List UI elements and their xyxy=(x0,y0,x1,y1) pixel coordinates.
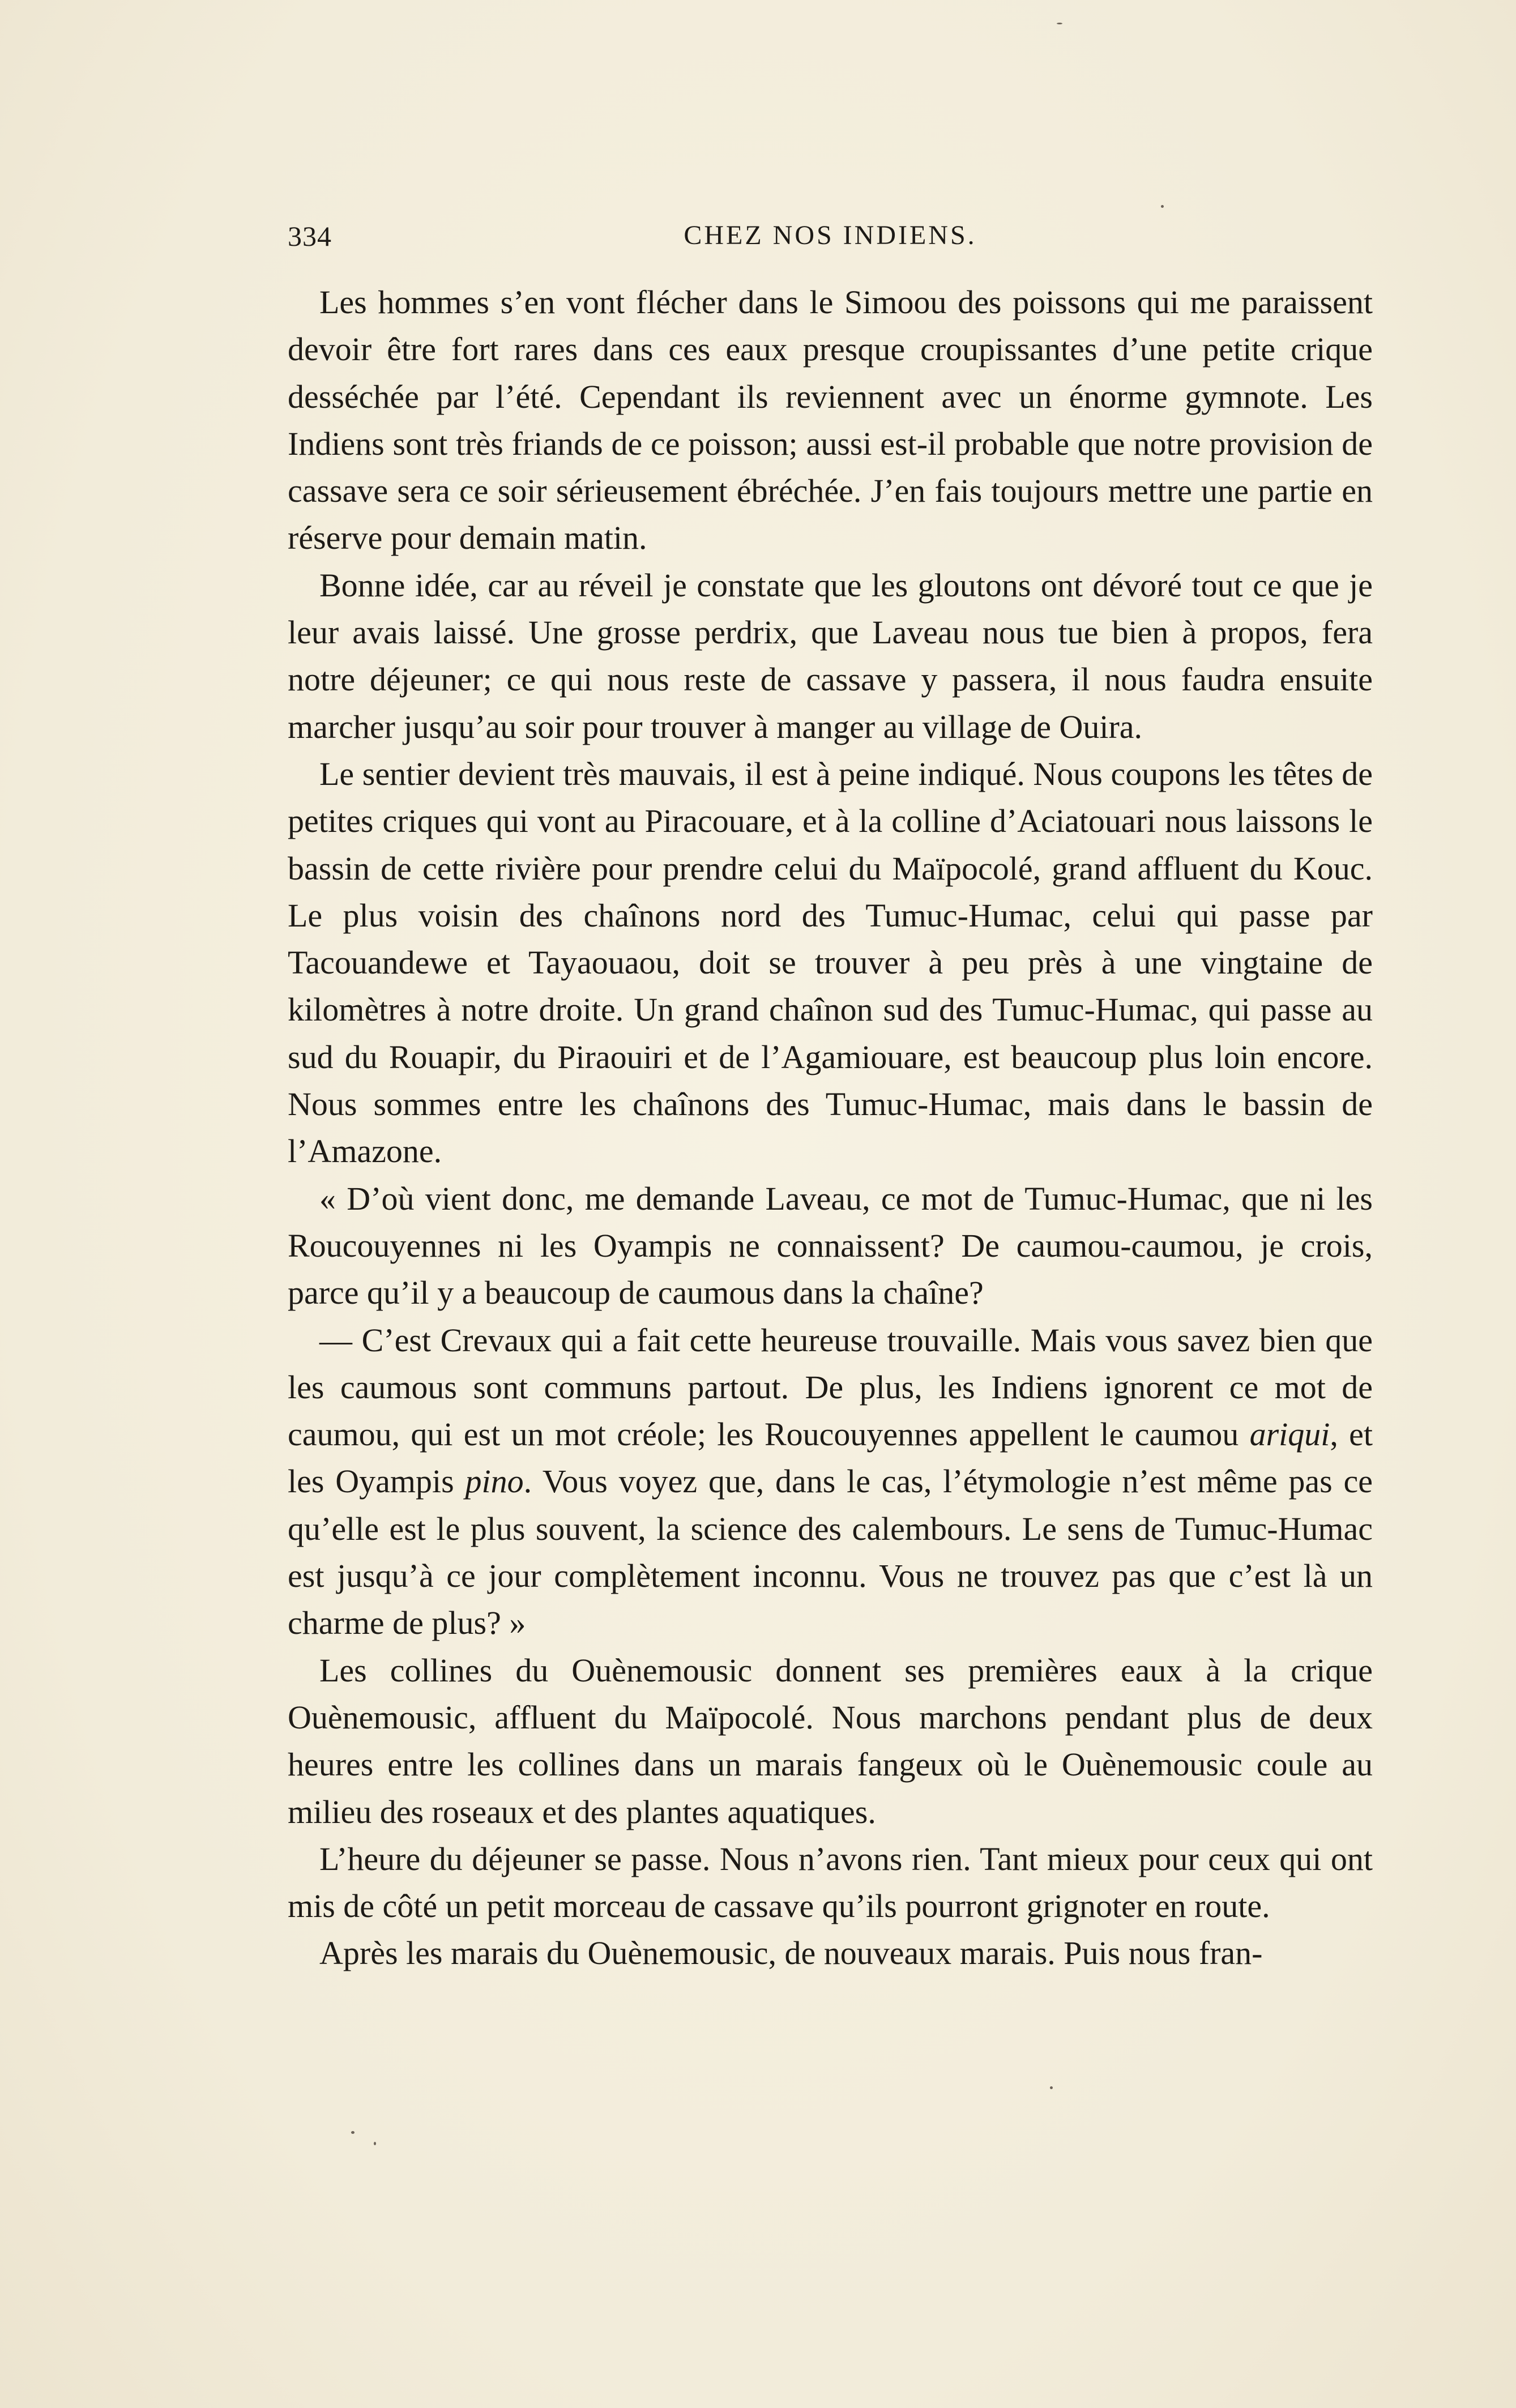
paragraph-4: « D’où vient donc, me demande Laveau, ce mot de Tumuc-Humac, que ni les Roucouyennes ni les Oyampis ne connaissent? De caumou-caumou, je crois, parce qu’il y a beaucoup de caumous dans la chaîne? xyxy=(288,1180,1373,1312)
paragraph-1: Les hommes s’en vont flécher dans le Simoou des poissons qui me paraissent devoir être fort rares dans ces eaux presque croupissantes d’une petite crique desséchée par l’été. Cependant ils reviennent avec un énorme gymnote. Les Indiens sont très friands de ce poisson; aussi est-il probable que notre provision de cassave sera ce soir sérieusement ébréchée. J’en fais toujours mettre une partie en réserve pour demain matin. xyxy=(288,284,1373,557)
italic-word-pino: pino xyxy=(465,1463,524,1500)
running-title: CHEZ NOS INDIENS. xyxy=(684,220,977,250)
paragraph-6: Les collines du Ouènemousic donnent ses premières eaux à la crique Ouènemousic, affluent du Maïpocolé. Nous marchons pendant plus de deux heures entre les collines dans un marais fangeux où le Ouènemousic coule au milieu des roseaux et des plantes aquatiques. xyxy=(288,1651,1373,1830)
italic-word-ariqui: ariqui xyxy=(1249,1416,1330,1453)
paper-speck xyxy=(1057,23,1062,24)
paper-speck xyxy=(1050,2086,1053,2089)
paragraph-8: Après les marais du Ouènemousic, de nouveaux marais. Puis nous fran- xyxy=(319,1935,1263,1972)
paragraph-7: L’heure du déjeuner se passe. Nous n’avons rien. Tant mieux pour ceux qui ont mis de côté un petit morceau de cassave qu’ils pourront grignoter en route. xyxy=(288,1840,1373,1925)
page-header xyxy=(288,220,1373,259)
paper-speck xyxy=(1161,205,1164,208)
paper-speck xyxy=(374,2142,376,2145)
paper-speck xyxy=(351,2131,355,2134)
body-text xyxy=(288,279,1373,1977)
paragraph-3: Le sentier devient très mauvais, il est à peine indiqué. Nous coupons les têtes de petites criques qui vont au Piracouare, et à la colline d’Aciatouari nous laissons le bassin de cette rivière pour prendre celui du Maïpocolé, grand affluent du Kouc. Le plus voisin des chaînons nord des Tumuc-Humac, celui qui passe par Tacouandewe et Tayaouaou, doit se trouver à peu près à une vingtaine de kilomètres à notre droite. Un grand chaînon sud des Tumuc-Humac, qui passe au sud du Rouapir, du Piraouiri et de l’Agamiouare, est beaucoup plus loin encore. Nous sommes entre les chaînons des Tumuc-Humac, mais dans le bassin de l’Amazone. xyxy=(288,755,1373,1170)
paragraph-5-text-c: . Vous voyez que, dans le cas, l’étymologie n’est même pas ce qu’elle est le plus souvent, la science des calembours. Le sens de Tumuc-Humac est jusqu’à ce jour complètement inconnu. Vous ne trouvez pas que c’est là un charme de plus? » xyxy=(288,1463,1373,1642)
paragraph-5-text-b: , et les Oyampis xyxy=(288,1416,1373,1500)
paragraph-5 xyxy=(288,1317,1373,1647)
page-number: 334 xyxy=(288,220,332,252)
paragraph-2: Bonne idée, car au réveil je constate que les gloutons ont dévoré tout ce que je leur avais laissé. Une grosse perdrix, que Laveau nous tue bien à propos, fera notre déjeuner; ce qui nous reste de cassave y passera, il nous faudra ensuite marcher jusqu’au soir pour trouver à manger au village de Ouira. xyxy=(288,566,1373,745)
paragraph-5-text-a: — C’est Crevaux qui a fait cette heureuse trouvaille. Mais vous savez bien que les caumous sont communs partout. De plus, les Indiens ignorent ce mot de caumou, qui est un mot créole; les Roucouyennes appellent le caumou xyxy=(288,1321,1373,1453)
